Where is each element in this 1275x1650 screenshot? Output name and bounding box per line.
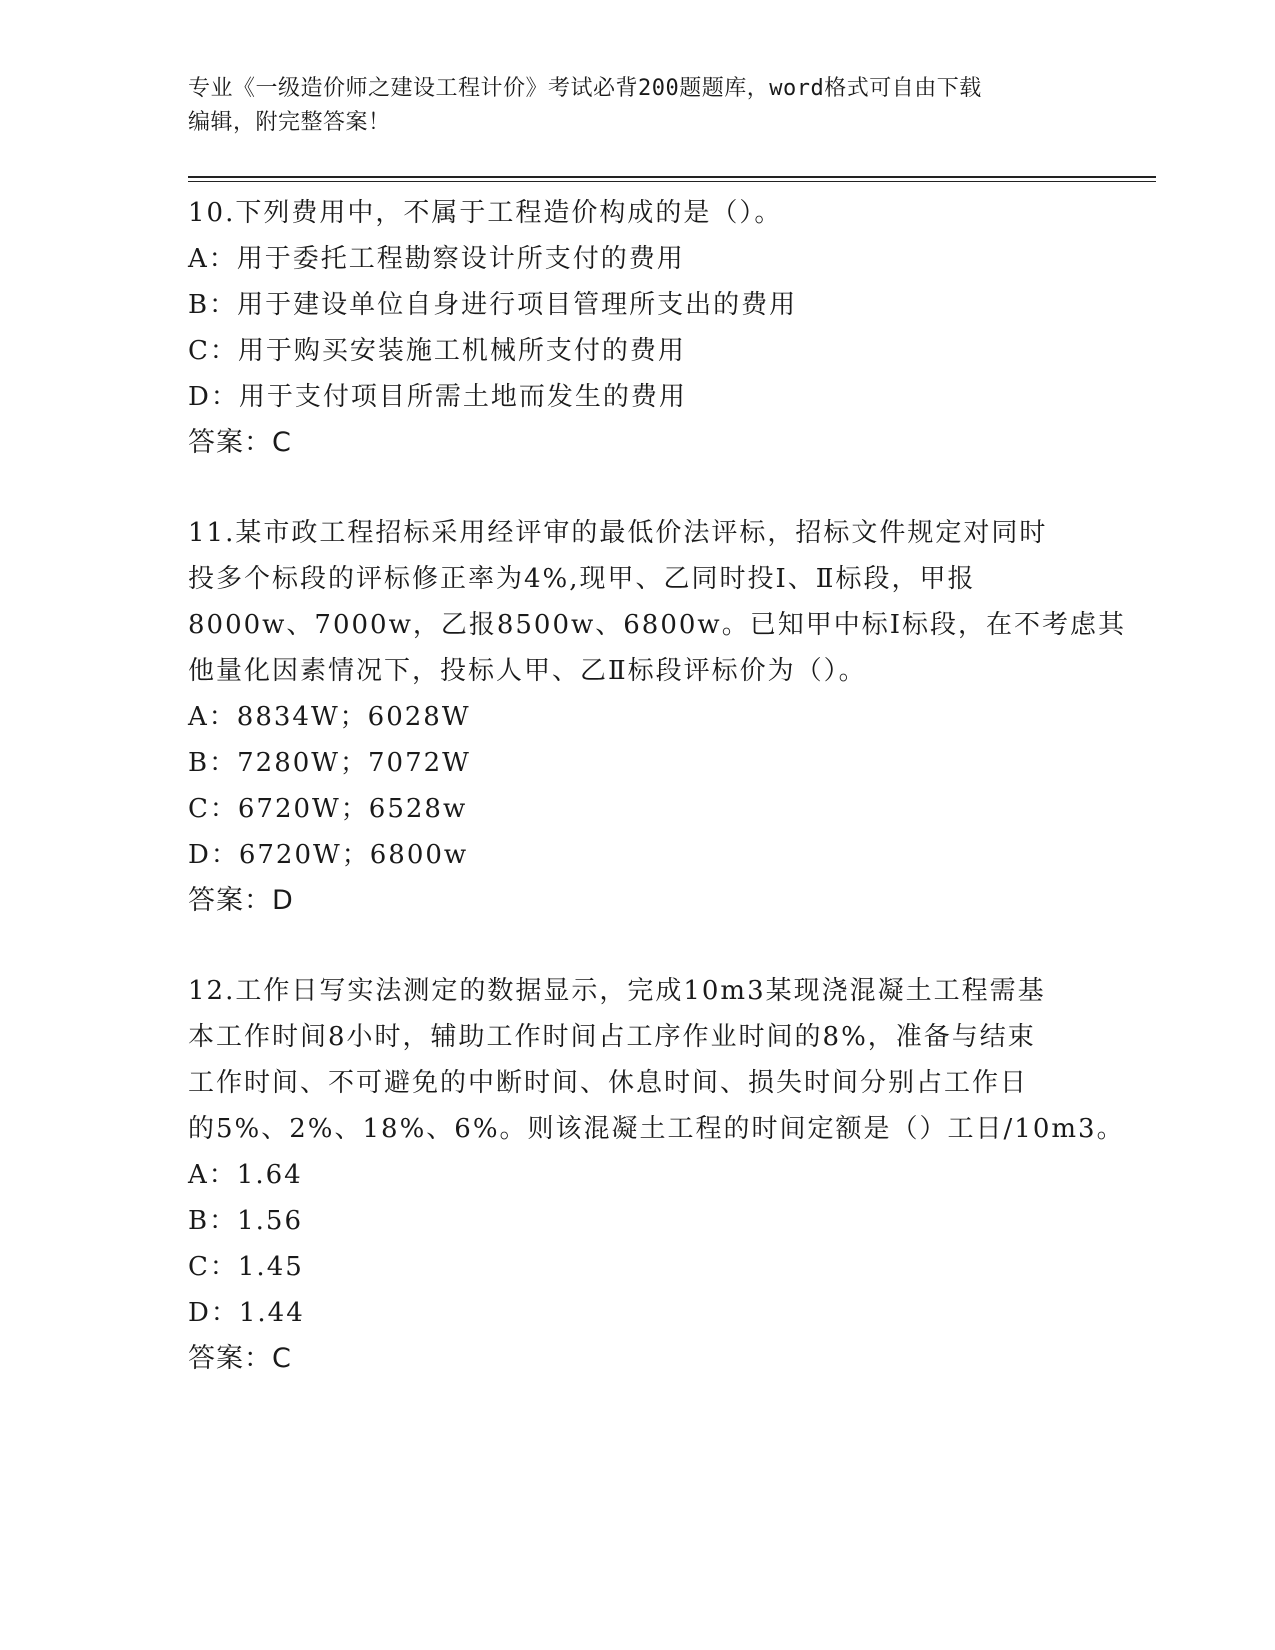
option-a: A：8834W；6028W	[188, 702, 471, 732]
question-stem: 他量化因素情况下，投标人甲、乙Ⅱ标段评标价为（）。	[188, 656, 867, 686]
option-d: D：1.44	[188, 1298, 305, 1328]
question-block	[188, 510, 1126, 924]
document-header	[188, 72, 1088, 140]
option-b: B：7280W；7072W	[188, 748, 471, 778]
question-stem: 的5%、2%、18%、6%。则该混凝土工程的时间定额是（）工日/10m3。	[188, 1114, 1125, 1144]
question-block	[188, 968, 1125, 1382]
question-stem: 本工作时间8小时，辅助工作时间占工序作业时间的8%，准备与结束	[188, 1022, 1036, 1052]
header-title-line-2: 编辑，附完整答案！	[188, 110, 391, 135]
header-divider-thick	[188, 176, 1156, 178]
option-d: D：用于支付项目所需土地而发生的费用	[188, 382, 687, 412]
header-divider-thin	[188, 181, 1156, 182]
question-stem: 投多个标段的评标修正率为4%,现甲、乙同时投Ⅰ、Ⅱ标段，甲报	[188, 564, 976, 594]
answer-label: 答案：C	[188, 427, 292, 458]
option-a: A：用于委托工程勘察设计所支付的费用	[188, 244, 685, 274]
question-stem: 8000w、7000w，乙报8500w、6800w。已知甲中标Ⅰ标段，在不考虑其	[188, 610, 1126, 640]
question-stem: 工作时间、不可避免的中断时间、休息时间、损失时间分别占工作日	[188, 1068, 1029, 1098]
question-block	[188, 190, 1088, 466]
question-spacer	[188, 924, 1088, 968]
option-b: B：用于建设单位自身进行项目管理所支出的费用	[188, 290, 798, 320]
question-stem: 10.下列费用中，不属于工程造价构成的是（）。	[188, 198, 783, 228]
option-c: C：用于购买安装施工机械所支付的费用	[188, 336, 686, 366]
option-a: A：1.64	[188, 1160, 303, 1190]
question-list	[188, 190, 1126, 1382]
option-c: C：1.45	[188, 1252, 304, 1282]
header-title-line-1: 专业《一级造价师之建设工程计价》考试必背200题题库，word格式可自由下载	[188, 76, 982, 101]
question-stem: 11.某市政工程招标采用经评审的最低价法评标，招标文件规定对同时	[188, 518, 1048, 548]
question-spacer	[188, 466, 1088, 510]
option-c: C：6720W；6528w	[188, 794, 468, 824]
answer-label: 答案：D	[188, 885, 294, 916]
answer-label: 答案：C	[188, 1343, 292, 1374]
option-b: B：1.56	[188, 1206, 303, 1236]
option-d: D：6720W；6800w	[188, 840, 469, 870]
question-stem: 12.工作日写实法测定的数据显示，完成10m3某现浇混凝土工程需基	[188, 976, 1046, 1006]
